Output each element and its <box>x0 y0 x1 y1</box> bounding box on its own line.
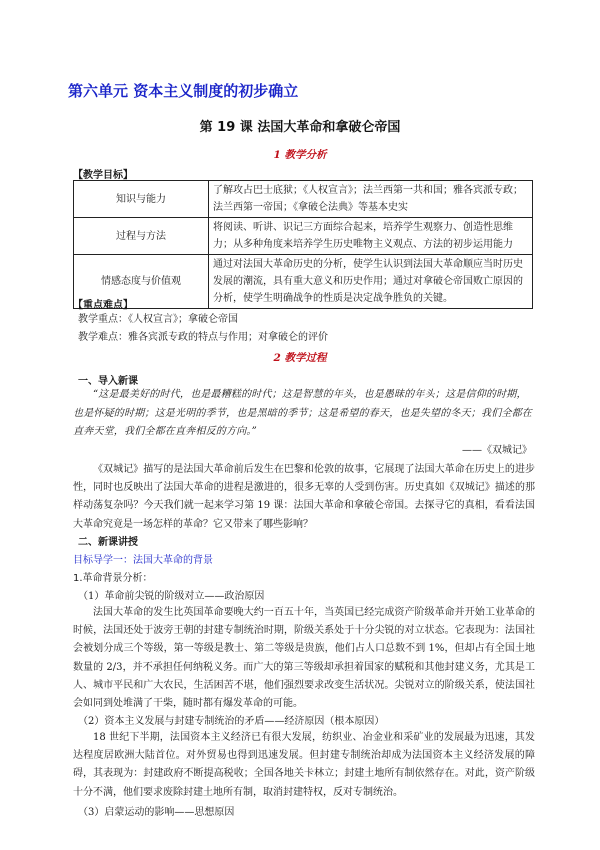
target-guide-1: 目标导学一：法国大革命的背景 <box>73 555 213 566</box>
section-title-process: 2 教学过程 <box>273 352 327 364</box>
paragraph-economic: 18 世纪下半期，法国资本主义经济已有很大发展，纺织业、冶金业和采矿业的发展最为迅速，其发达程度居欧洲大陆首位。对外贸易也得到迅速发展。但封建专制统治却成为法国资本主义经济发展的障碍，其表现为：封建政府不断提高税收；全国各地关卡林立；封建土地所有制依然存在。对此，资产阶级十分不满，他们要求废除封建土地所有制，取消封建特权，反对专制统治。 <box>73 732 535 798</box>
subsection-background: 1.革命背景分析： <box>73 573 153 584</box>
quote-source: ——《双城记》 <box>462 445 532 456</box>
item-political-cause: （1）革命前尖锐的阶级对立——政治原因 <box>78 591 265 602</box>
teaching-focus: 教学重点：《人权宣言》；拿破仑帝国 <box>78 314 238 325</box>
teaching-difficulty: 教学难点：雅各宾派专政的特点与作用；对拿破仑的评价 <box>78 332 328 343</box>
table-row <box>74 218 533 255</box>
intro-paragraph: 《双城记》描写的是法国大革命前后发生在巴黎和伦敦的故事，它展现了法国大革命在历史上的进步性，同时也反映出了法国大革命的进程是激进的，很多无辜的人受到伤害。历史真如《双城记》描述的那样动荡复杂吗？今天我们就一起来学习第 19 课：法国大革命和拿破仑帝国。去探寻它的真相，看看法国大革命究竟是一场怎样的革命？它又带来了哪些影响？ <box>73 464 535 530</box>
section-title-analysis: 1 教学分析 <box>273 149 327 161</box>
lesson-title: 第 19 课 法国大革命和拿破仑帝国 <box>199 120 401 135</box>
item-ideological-cause: （3）启蒙运动的影响——思想原因 <box>78 807 235 818</box>
teaching-goals-table <box>73 180 533 309</box>
intro-heading: 一、导入新课 <box>78 376 138 387</box>
goal-key: 知识与能力 <box>74 181 209 218</box>
goal-value: 通过对法国大革命历史的分析，使学生认识到法国大革命顺应当时历史发展的潮流，具有重大意义和历史作用；通过对拿破仑帝国败亡原因的分析，使学生明确战争的性质是决定战争胜负的关键。 <box>209 255 533 309</box>
goal-key: 情感态度与价值观 <box>74 255 209 309</box>
table-row <box>74 181 533 218</box>
table-row <box>74 255 533 309</box>
teaching-goals-header: 【教学目标】 <box>73 170 133 181</box>
key-points-header: 【重点难点】 <box>73 300 133 311</box>
item-economic-cause: （2）资本主义发展与封建专制统治的矛盾——经济原因（根本原因） <box>78 716 385 727</box>
new-lesson-heading: 二、新课讲授 <box>78 537 138 548</box>
unit-title: 第六单元 资本主义制度的初步确立 <box>68 82 299 100</box>
goal-value: 将阅读、听讲、识记三方面综合起来，培养学生观察力、创造性思维力；从多种角度来培养学生历史唯物主义观点、方法的初步运用能力 <box>209 218 533 255</box>
goal-key: 过程与方法 <box>74 218 209 255</box>
intro-quote: “这是最美好的时代，也是最糟糕的时代；这是智慧的年头，也是愚昧的年头；这是信仰的时期，也是怀疑的时期；这是光明的季节，也是黑暗的季节；这是希望的春天，也是失望的冬天；我们全都在直奔天堂，我们全都在直奔相反的方向。” <box>73 389 532 437</box>
paragraph-political: 法国大革命的发生比英国革命要晚大约一百五十年，当英国已经完成资产阶级革命并开始工业革命的时候，法国还处于波旁王朝的封建专制统治时期，阶级关系处于十分尖锐的对立状态。它表现为：法国社会被划分成三个等级，第一等级是教士、第二等级是贵族，他们占人口总数不到 1%，但却占有全国土地数量的 2/3，并不承担任何纳税义务。而广大的第三等级却承担着国家的赋税和其他封建义务，尤其是工人、城市平民和广大农民，生活困苦不堪，他们强烈要求改变生活状况。尖锐对立的阶级关系，使法国社会如同到处堆满了干柴，随时都有爆发革命的可能。 <box>73 607 535 710</box>
goal-value: 了解攻占巴士底狱；《人权宣言》；法兰西第一共和国；雅各宾派专政；法兰西第一帝国；《拿破仑法典》等基本史实 <box>209 181 533 218</box>
